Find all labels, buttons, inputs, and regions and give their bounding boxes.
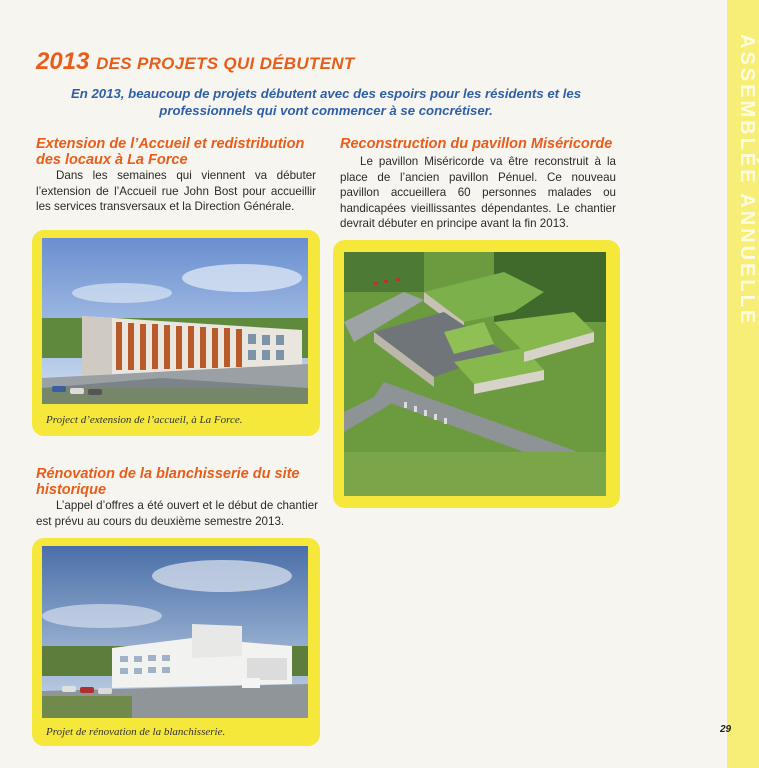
caption-accueil: Project d’extension de l’accueil, à La Force.	[46, 414, 243, 426]
misericorde-aerial-illustration	[344, 252, 606, 496]
photo-accueil	[42, 238, 308, 404]
caption-blanchisserie: Projet de rénovation de la blanchisserie.	[46, 726, 226, 738]
section-body-blanchisserie: L’appel d’offres a été ouvert et le début de chantier est prévu au cours du deuxième semestre 2013.	[36, 499, 318, 528]
section-title-blanchisserie: Rénovation de la blanchisserie du site historique	[36, 466, 300, 498]
accueil-building-illustration	[42, 238, 308, 404]
intro-text: En 2013, beaucoup de projets débutent avec des espoirs pour les résidents et les professionnels qui vont commencer à se concrétiser.	[70, 86, 582, 118]
photo-blanchisserie	[42, 546, 308, 718]
blanchisserie-building-illustration	[42, 546, 308, 718]
section-title-accueil: Extension de l’Accueil et redistribution des locaux à La Force	[36, 136, 305, 168]
side-band-text: ASSEMBLÉE ANNUELLE	[736, 33, 758, 327]
section-title-misericorde: Reconstruction du pavillon Miséricorde	[340, 136, 613, 152]
section-body-misericorde: Le pavillon Miséricorde va être reconstruit à la place de l’ancien pavillon Pénuel. Ce nouveau pavillon accueillera 60 personnes malades ou handicapées vieillissantes dépendantes. Le chantier devrait débuter en principe avant la fin 2013.	[340, 155, 616, 230]
page-title-year: 2013	[36, 48, 90, 75]
page-title	[36, 48, 355, 78]
section-body-accueil: Dans les semaines qui viennent va débuter l’extension de l’Accueil rue John Bost pour accueillir les services transversaux et la Direction Générale.	[36, 169, 316, 213]
page-title-text: DES PROJETS QUI DÉBUTENT	[96, 54, 355, 73]
photo-misericorde	[344, 252, 606, 496]
page-number: 29	[720, 724, 732, 735]
